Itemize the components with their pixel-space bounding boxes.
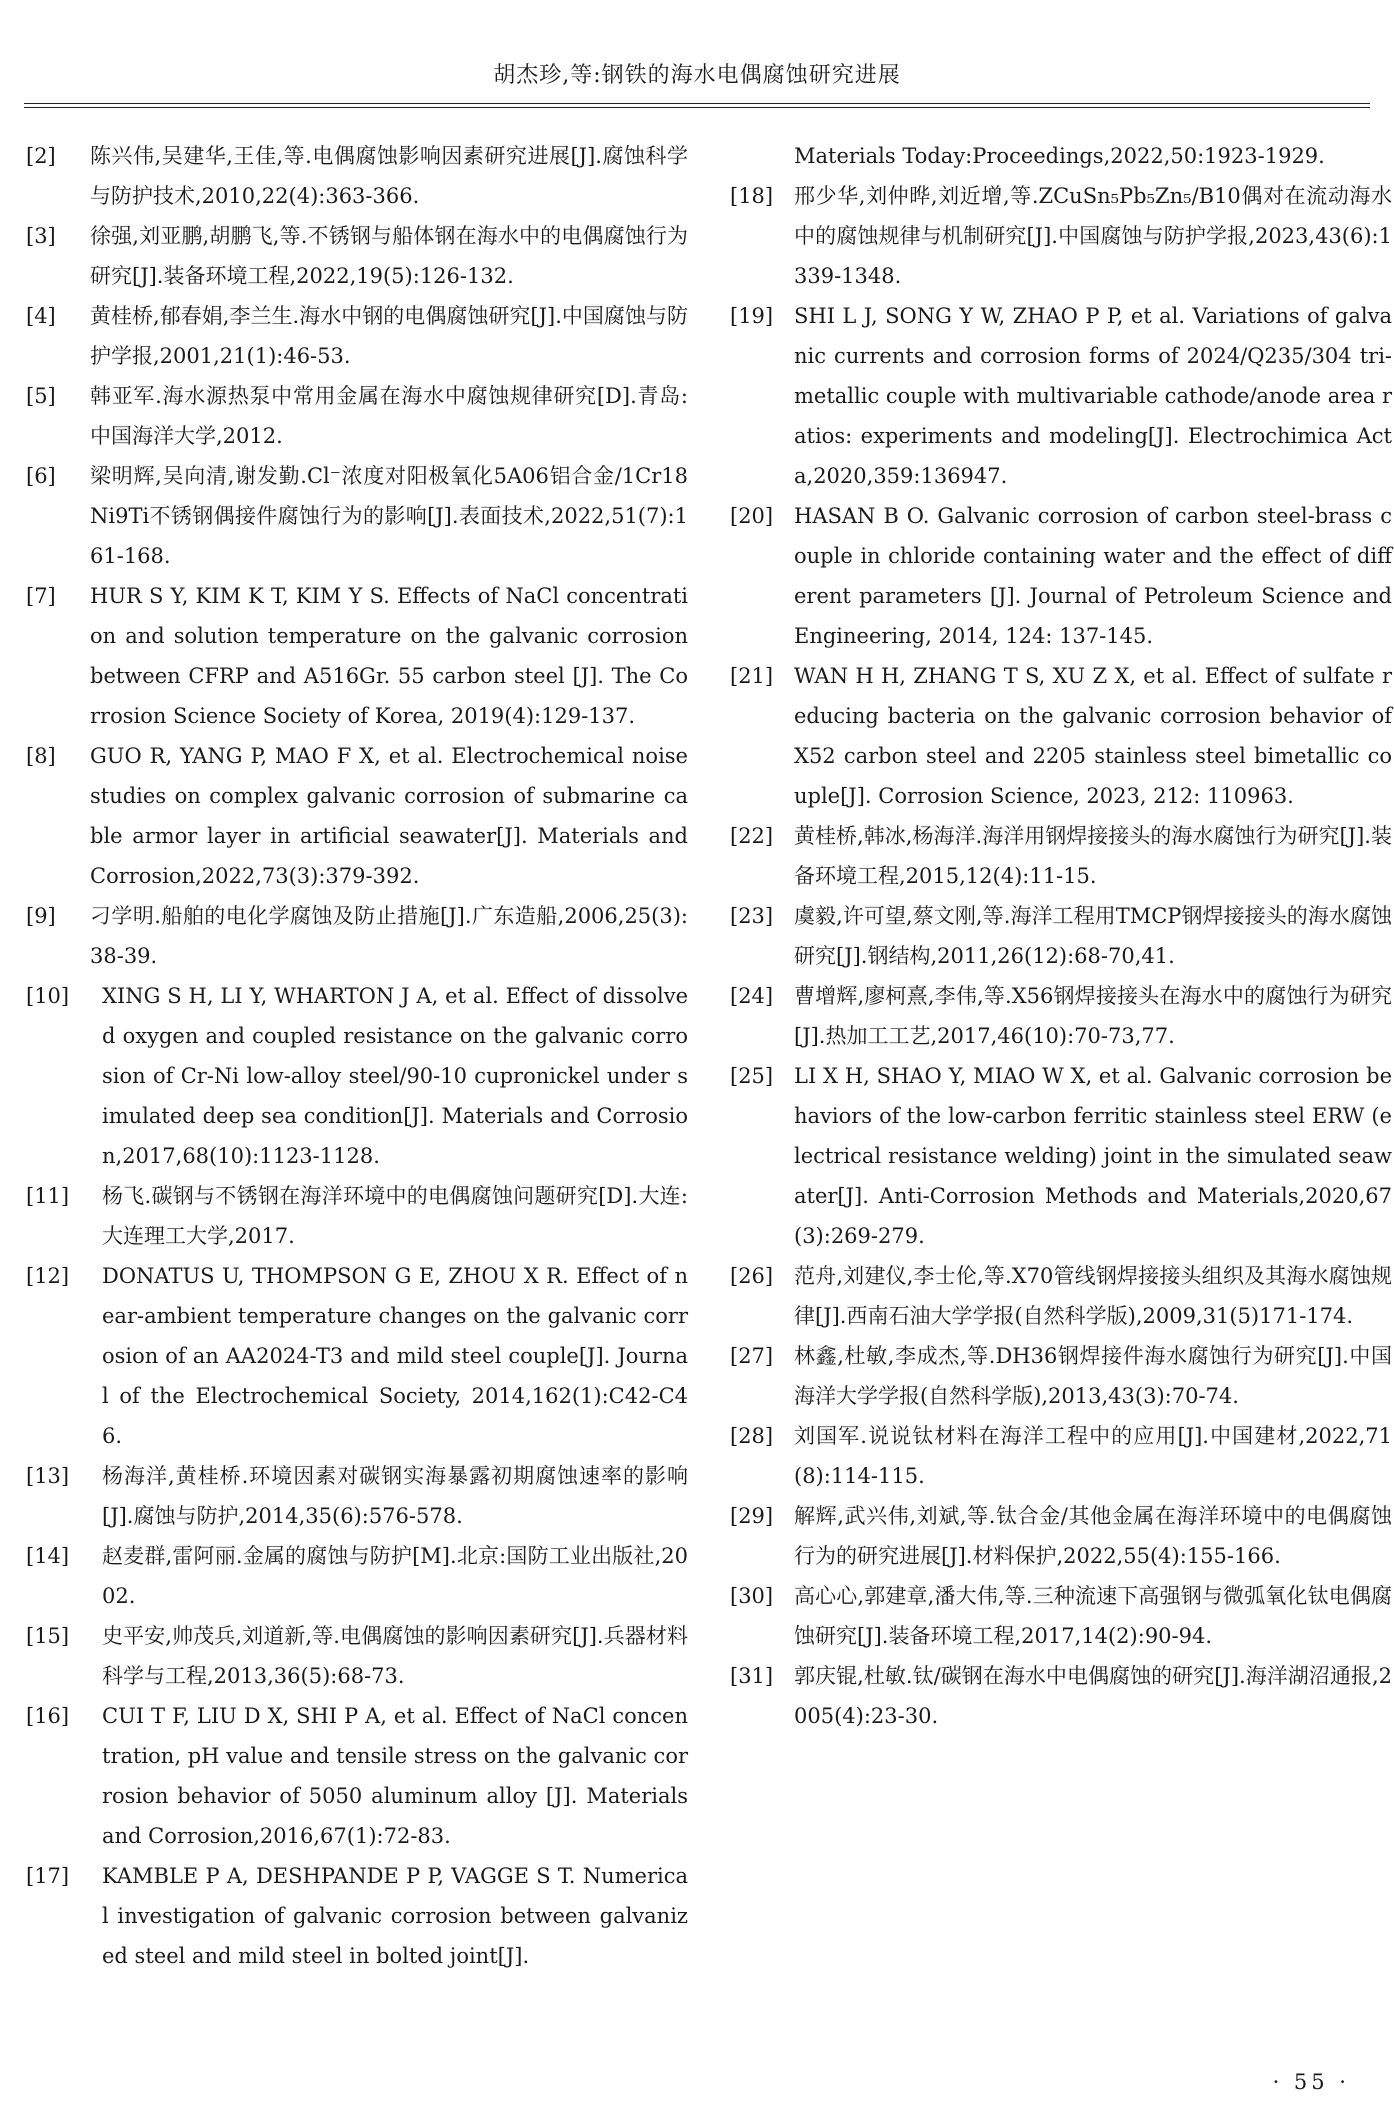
reference-text: 刁学明.船舶的电化学腐蚀及防止措施[J].广东造船,2006,25(3):38-39. (90, 904, 688, 968)
right-column (730, 136, 1392, 1736)
reference-item (26, 1176, 688, 1256)
reference-number: [14] (26, 1544, 70, 1568)
reference-item (730, 496, 1392, 656)
reference-text: 郭庆锟,杜敏.钛/碳钢在海水中电偶腐蚀的研究[J].海洋湖沼通报,2005(4):23-30. (794, 1664, 1392, 1728)
reference-item (26, 976, 688, 1176)
reference-text: 林鑫,杜敏,李成杰,等.DH36钢焊接件海水腐蚀行为研究[J].中国海洋大学学报(自然科学版),2013,43(3):70-74. (794, 1344, 1392, 1408)
reference-number: [21] (730, 664, 774, 688)
header-rule-top (24, 103, 1370, 104)
reference-item (730, 1656, 1392, 1736)
reference-item (730, 296, 1392, 496)
reference-number: [19] (730, 304, 774, 328)
reference-text: HASAN B O. Galvanic corrosion of carbon steel-brass couple in chloride containing water and the effect of different parameters [J]. Journal of Petroleum Science and Engineering, 2014, 124: 137-145. (794, 504, 1392, 648)
reference-number: [22] (730, 824, 774, 848)
reference-text: 史平安,帅茂兵,刘道新,等.电偶腐蚀的影响因素研究[J].兵器材料科学与工程,2013,36(5):68-73. (102, 1624, 688, 1688)
reference-text: 韩亚军.海水源热泵中常用金属在海水中腐蚀规律研究[D].青岛:中国海洋大学,2012. (90, 384, 688, 448)
reference-number: [13] (26, 1464, 70, 1488)
reference-number: [20] (730, 504, 774, 528)
left-column (26, 136, 688, 1976)
reference-number: [12] (26, 1264, 70, 1288)
reference-number: [25] (730, 1064, 774, 1088)
reference-number: [23] (730, 904, 774, 928)
reference-number: [7] (26, 584, 56, 608)
reference-text: KAMBLE P A, DESHPANDE P P, VAGGE S T. Numerical investigation of galvanic corrosion between galvanized steel and mild steel in bolted joint[J]. (102, 1864, 688, 1968)
reference-number: [4] (26, 304, 56, 328)
reference-item (26, 1456, 688, 1536)
reference-item (730, 1256, 1392, 1336)
reference-number: [18] (730, 184, 774, 208)
reference-number: [26] (730, 1264, 774, 1288)
reference-text: 虞毅,许可望,蔡文刚,等.海洋工程用TMCP钢焊接接头的海水腐蚀研究[J].钢结构,2011,26(12):68-70,41. (794, 904, 1392, 968)
reference-text: 杨海洋,黄桂桥.环境因素对碳钢实海暴露初期腐蚀速率的影响[J].腐蚀与防护,2014,35(6):576-578. (102, 1464, 688, 1528)
reference-item (26, 1536, 688, 1616)
reference-item (26, 216, 688, 296)
reference-item (26, 296, 688, 376)
reference-number: [10] (26, 984, 70, 1008)
reference-number: [9] (26, 904, 56, 928)
reference-item (730, 176, 1392, 296)
reference-number: [2] (26, 144, 56, 168)
reference-text: 范舟,刘建仪,李士伦,等.X70管线钢焊接接头组织及其海水腐蚀规律[J].西南石油大学学报(自然科学版),2009,31(5)171-174. (794, 1264, 1392, 1328)
reference-continuation: Materials Today:Proceedings,2022,50:1923-1929. (794, 144, 1325, 168)
reference-text: 高心心,郭建章,潘大伟,等.三种流速下高强钢与微弧氧化钛电偶腐蚀研究[J].装备环境工程,2017,14(2):90-94. (794, 1584, 1392, 1648)
reference-number: [11] (26, 1184, 70, 1208)
reference-number: [30] (730, 1584, 774, 1608)
reference-item (26, 1696, 688, 1856)
reference-item (730, 1336, 1392, 1416)
reference-item (730, 976, 1392, 1056)
reference-number: [17] (26, 1864, 70, 1888)
reference-item (26, 576, 688, 736)
reference-item (26, 136, 688, 216)
reference-number: [3] (26, 224, 56, 248)
reference-text: HUR S Y, KIM K T, KIM Y S. Effects of NaCl concentration and solution temperature on the galvanic corrosion between CFRP and A516Gr. 55 carbon steel [J]. The Corrosion Science Society of Korea, 2019(4):129-137. (90, 584, 688, 728)
reference-text: 杨飞.碳钢与不锈钢在海洋环境中的电偶腐蚀问题研究[D].大连:大连理工大学,2017. (102, 1184, 688, 1248)
reference-text: 黄桂桥,韩冰,杨海洋.海洋用钢焊接接头的海水腐蚀行为研究[J].装备环境工程,2015,12(4):11-15. (794, 824, 1392, 888)
reference-item (26, 736, 688, 896)
reference-item (730, 1576, 1392, 1656)
reference-number: [31] (730, 1664, 774, 1688)
reference-item (26, 1256, 688, 1456)
running-header: 胡杰珍,等:钢铁的海水电偶腐蚀研究进展 (493, 63, 901, 88)
reference-text: DONATUS U, THOMPSON G E, ZHOU X R. Effect of near-ambient temperature changes on the galvanic corrosion of an AA2024-T3 and mild steel couple[J]. Journal of the Electrochemical Society, 2014,162(1):C42-C46. (102, 1264, 688, 1448)
reference-item (26, 376, 688, 456)
reference-item (26, 456, 688, 576)
reference-item (730, 656, 1392, 816)
reference-item (730, 1416, 1392, 1496)
reference-text: 解辉,武兴伟,刘斌,等.钛合金/其他金属在海洋环境中的电偶腐蚀行为的研究进展[J].材料保护,2022,55(4):155-166. (794, 1504, 1392, 1568)
page-number: · 55 · (1272, 2070, 1350, 2094)
reference-text: CUI T F, LIU D X, SHI P A, et al. Effect of NaCl concentration, pH value and tensile stress on the galvanic corrosion behavior of 5050 aluminum alloy [J]. Materials and Corrosion,2016,67(1):72-83. (102, 1704, 688, 1848)
reference-number: [29] (730, 1504, 774, 1528)
reference-number: [27] (730, 1344, 774, 1368)
reference-number: [6] (26, 464, 56, 488)
header-rule-bottom (24, 107, 1370, 108)
reference-text: WAN H H, ZHANG T S, XU Z X, et al. Effect of sulfate reducing bacteria on the galvanic corrosion behavior of X52 carbon steel and 2205 stainless steel bimetallic couple[J]. Corrosion Science, 2023, 212: 110963. (794, 664, 1392, 808)
reference-text: 陈兴伟,吴建华,王佳,等.电偶腐蚀影响因素研究进展[J].腐蚀科学与防护技术,2010,22(4):363-366. (90, 144, 688, 208)
reference-text: GUO R, YANG P, MAO F X, et al. Electrochemical noise studies on complex galvanic corrosion of submarine cable armor layer in artificial seawater[J]. Materials and Corrosion,2022,73(3):379-392. (90, 744, 688, 888)
reference-number: [15] (26, 1624, 70, 1648)
reference-text: 刘国军.说说钛材料在海洋工程中的应用[J].中国建材,2022,71(8):114-115. (794, 1424, 1392, 1488)
reference-number: [28] (730, 1424, 774, 1448)
reference-item (730, 1056, 1392, 1256)
reference-text: 黄桂桥,郁春娟,李兰生.海水中钢的电偶腐蚀研究[J].中国腐蚀与防护学报,2001,21(1):46-53. (90, 304, 688, 368)
reference-text: SHI L J, SONG Y W, ZHAO P P, et al. Variations of galvanic currents and corrosion forms of 2024/Q235/304 tri-metallic couple with multivariable cathode/anode area ratios: experiments and modeling[J]. Electrochimica Acta,2020,359:136947. (794, 304, 1392, 488)
reference-item (26, 1616, 688, 1696)
reference-item (730, 1496, 1392, 1576)
reference-text: XING S H, LI Y, WHARTON J A, et al. Effect of dissolved oxygen and coupled resistance on the galvanic corrosion of Cr-Ni low-alloy steel/90-10 cupronickel under simulated deep sea condition[J]. Materials and Corrosion,2017,68(10):1123-1128. (102, 984, 688, 1168)
reference-text: 赵麦群,雷阿丽.金属的腐蚀与防护[M].北京:国防工业出版社,2002. (102, 1544, 688, 1608)
reference-item (730, 816, 1392, 896)
reference-number: [24] (730, 984, 774, 1008)
reference-number: [8] (26, 744, 56, 768)
reference-number: [16] (26, 1704, 70, 1728)
reference-item (26, 1856, 688, 1976)
reference-text: 曹增辉,廖柯熹,李伟,等.X56钢焊接接头在海水中的腐蚀行为研究[J].热加工工艺,2017,46(10):70-73,77. (794, 984, 1392, 1048)
reference-text: 徐强,刘亚鹏,胡鹏飞,等.不锈钢与船体钢在海水中的电偶腐蚀行为研究[J].装备环境工程,2022,19(5):126-132. (90, 224, 688, 288)
reference-number: [5] (26, 384, 56, 408)
reference-text: 梁明辉,吴向清,谢发勤.Cl⁻浓度对阳极氧化5A06铝合金/1Cr18Ni9Ti不锈钢偶接件腐蚀行为的影响[J].表面技术,2022,51(7):161-168. (90, 464, 688, 568)
reference-text: LI X H, SHAO Y, MIAO W X, et al. Galvanic corrosion behaviors of the low-carbon ferritic stainless steel ERW (electrical resistance welding) joint in the simulated seawater[J]. Anti-Corrosion Methods and Materials,2020,67(3):269-279. (794, 1064, 1392, 1248)
reference-item (730, 896, 1392, 976)
reference-text: 邢少华,刘仲晔,刘近增,等.ZCuSn₅Pb₅Zn₅/B10偶对在流动海水中的腐蚀规律与机制研究[J].中国腐蚀与防护学报,2023,43(6):1339-1348. (794, 184, 1392, 288)
reference-item (26, 896, 688, 976)
